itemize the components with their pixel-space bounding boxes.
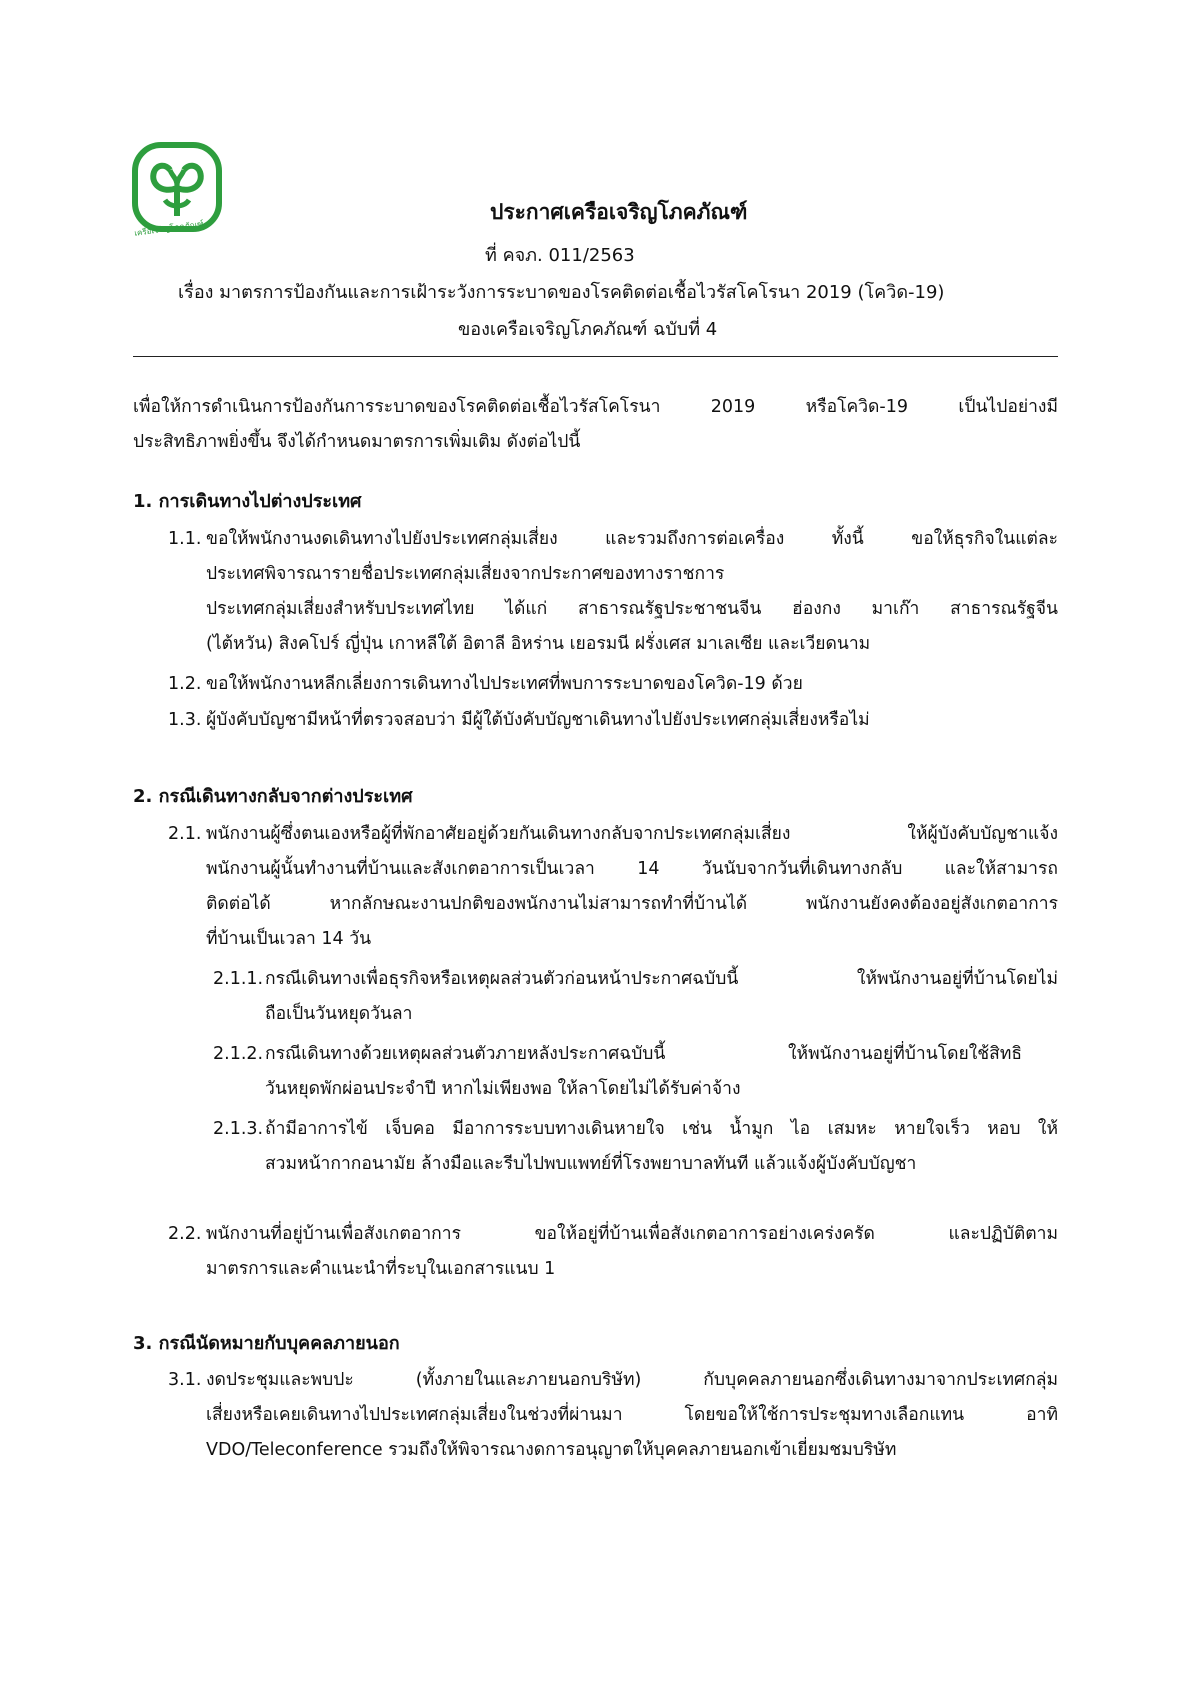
logo-text: เครือเจริญโภคภัณฑ์ bbox=[133, 219, 205, 238]
item-1-2-number: 1.2. bbox=[168, 674, 202, 694]
item-2-1-line-4: ที่บ้านเป็นเวลา 14 วัน bbox=[206, 929, 372, 949]
item-2-1-2-line-1b: ให้พนักงานอยู่ที่บ้านโดยใช้สิทธิ bbox=[788, 1044, 1023, 1064]
item-3-1-number: 3.1. bbox=[168, 1370, 202, 1390]
item-2-1-2-line-2: วันหยุดพักผ่อนประจำปี หากไม่เพียงพอ ให้ลาโดยไม่ได้รับค่าจ้าง bbox=[265, 1079, 741, 1099]
document-number: ที่ คจภ. 011/2563 bbox=[485, 245, 635, 266]
item-2-1-line-2: พนักงานผู้นั้นทำงานที่บ้านและสังเกตอาการเป็นเวลา 14 วันนับจากวันที่เดินทางกลับ และให้สามารถ bbox=[206, 859, 1058, 879]
item-2-1-1-number: 2.1.1. bbox=[213, 969, 264, 989]
item-2-1-1-line-2: ถือเป็นวันหยุดวันลา bbox=[265, 1004, 413, 1024]
item-3-1-line-1: งดประชุมและพบปะ (ทั้งภายในและภายนอกบริษัท) กับบุคคลภายนอกซึ่งเดินทางมาจากประเทศกลุ่ม bbox=[206, 1370, 1058, 1390]
intro-line-1: เพื่อให้การดำเนินการป้องกันการระบาดของโรคติดต่อเชื้อไวรัสโคโรนา 2019 หรือโควิด-19 เป็นไปอย่างมี bbox=[133, 397, 1058, 417]
item-2-1-3-number: 2.1.3. bbox=[213, 1119, 264, 1139]
item-2-1-3-line-1: ถ้ามีอาการไข้ เจ็บคอ มีอาการระบบทางเดินหายใจ เช่น น้ำมูก ไอ เสมหะ หายใจเร็ว หอบ ให้ bbox=[265, 1119, 1058, 1139]
section-1-heading: 1. การเดินทางไปต่างประเทศ bbox=[133, 491, 362, 512]
intro-line-2: ประสิทธิภาพยิ่งขึ้น จึงได้กำหนดมาตรการเพิ่มเติม ดังต่อไปนี้ bbox=[133, 432, 581, 452]
item-3-1-line-3: VDO/Teleconference รวมถึงให้พิจารณางดการอนุญาตให้บุคคลภายนอกเข้าเยี่ยมชมบริษัท bbox=[206, 1440, 897, 1460]
item-1-3-line-1: ผู้บังคับบัญชามีหน้าที่ตรวจสอบว่า มีผู้ใต้บังคับบัญชาเดินทางไปยังประเทศกลุ่มเสี่ยงหรือไม่ bbox=[206, 710, 870, 730]
item-1-1-line-3: ประเทศกลุ่มเสี่ยงสำหรับประเทศไทย ได้แก่ สาธารณรัฐประชาชนจีน ฮ่องกง มาเก๊า สาธารณรัฐจีน bbox=[206, 599, 1058, 619]
document-subject: เรื่อง มาตรการป้องกันและการเฝ้าระวังการระบาดของโรคติดต่อเชื้อไวรัสโคโรนา 2019 (โควิด-19) bbox=[178, 282, 945, 303]
item-1-3-number: 1.3. bbox=[168, 710, 202, 730]
item-1-1-line-2: ประเทศพิจารณารายชื่อประเทศกลุ่มเสี่ยงจากประกาศของทางราชการ bbox=[206, 564, 725, 584]
item-2-1-line-3: ติดต่อได้ หากลักษณะงานปกติของพนักงานไม่สามารถทำที่บ้านได้ พนักงานยังคงต้องอยู่สังเกตอาการ bbox=[206, 894, 1058, 914]
item-1-1-line-4: (ไต้หวัน) สิงคโปร์ ญี่ปุ่น เกาหลีใต้ อิตาลี อิหร่าน เยอรมนี ฝรั่งเศส มาเลเซีย และเวียดนาม bbox=[206, 634, 871, 654]
item-2-1-3-line-2: สวมหน้ากากอนามัย ล้างมือและรีบไปพบแพทย์ที่โรงพยาบาลทันที แล้วแจ้งผู้บังคับบัญชา bbox=[265, 1154, 917, 1174]
item-2-2-line-1: พนักงานที่อยู่บ้านเพื่อสังเกตอาการ ขอให้อยู่ที่บ้านเพื่อสังเกตอาการอย่างเคร่งครัด และปฏิบัติตาม bbox=[206, 1224, 1058, 1244]
item-1-1-line-1: ขอให้พนักงานงดเดินทางไปยังประเทศกลุ่มเสี่ยง และรวมถึงการต่อเครื่อง ทั้งนี้ ขอให้ธุรกิจในแต่ละ bbox=[206, 529, 1058, 549]
document-edition: ของเครือเจริญโภคภัณฑ์ ฉบับที่ 4 bbox=[458, 319, 718, 340]
item-2-1-line-1: พนักงานผู้ซึ่งตนเองหรือผู้ที่พักอาศัยอยู่ด้วยกันเดินทางกลับจากประเทศกลุ่มเสี่ยง ให้ผู้บังคับบัญชาแจ้ง bbox=[206, 824, 1058, 844]
item-2-1-2-number: 2.1.2. bbox=[213, 1044, 264, 1064]
section-3-heading: 3. กรณีนัดหมายกับบุคคลภายนอก bbox=[133, 1333, 400, 1354]
section-2-heading: 2. กรณีเดินทางกลับจากต่างประเทศ bbox=[133, 786, 413, 807]
item-2-2-number: 2.2. bbox=[168, 1224, 202, 1244]
item-3-1-line-2: เสี่ยงหรือเคยเดินทางไปประเทศกลุ่มเสี่ยงในช่วงที่ผ่านมา โดยขอให้ใช้การประชุมทางเลือกแทน อาทิ bbox=[206, 1405, 1058, 1425]
item-2-2-line-2: มาตรการและคำแนะนำที่ระบุในเอกสารแนบ 1 bbox=[206, 1259, 556, 1279]
header-divider bbox=[133, 356, 1058, 357]
item-2-1-1-line-1: กรณีเดินทางเพื่อธุรกิจหรือเหตุผลส่วนตัวก่อนหน้าประกาศฉบับนี้ ให้พนักงานอยู่ที่บ้านโดยไม่ bbox=[265, 969, 1058, 989]
item-1-2-line-1: ขอให้พนักงานหลีกเลี่ยงการเดินทางไปประเทศที่พบการระบาดของโควิด-19 ด้วย bbox=[206, 674, 803, 694]
item-2-1-2-line-1a: กรณีเดินทางด้วยเหตุผลส่วนตัวภายหลังประกาศฉบับนี้ bbox=[265, 1044, 666, 1064]
item-2-1-number: 2.1. bbox=[168, 824, 202, 844]
document-title: ประกาศเครือเจริญโภคภัณฑ์ bbox=[490, 200, 748, 224]
item-1-1-number: 1.1. bbox=[168, 529, 202, 549]
company-logo bbox=[132, 142, 228, 244]
